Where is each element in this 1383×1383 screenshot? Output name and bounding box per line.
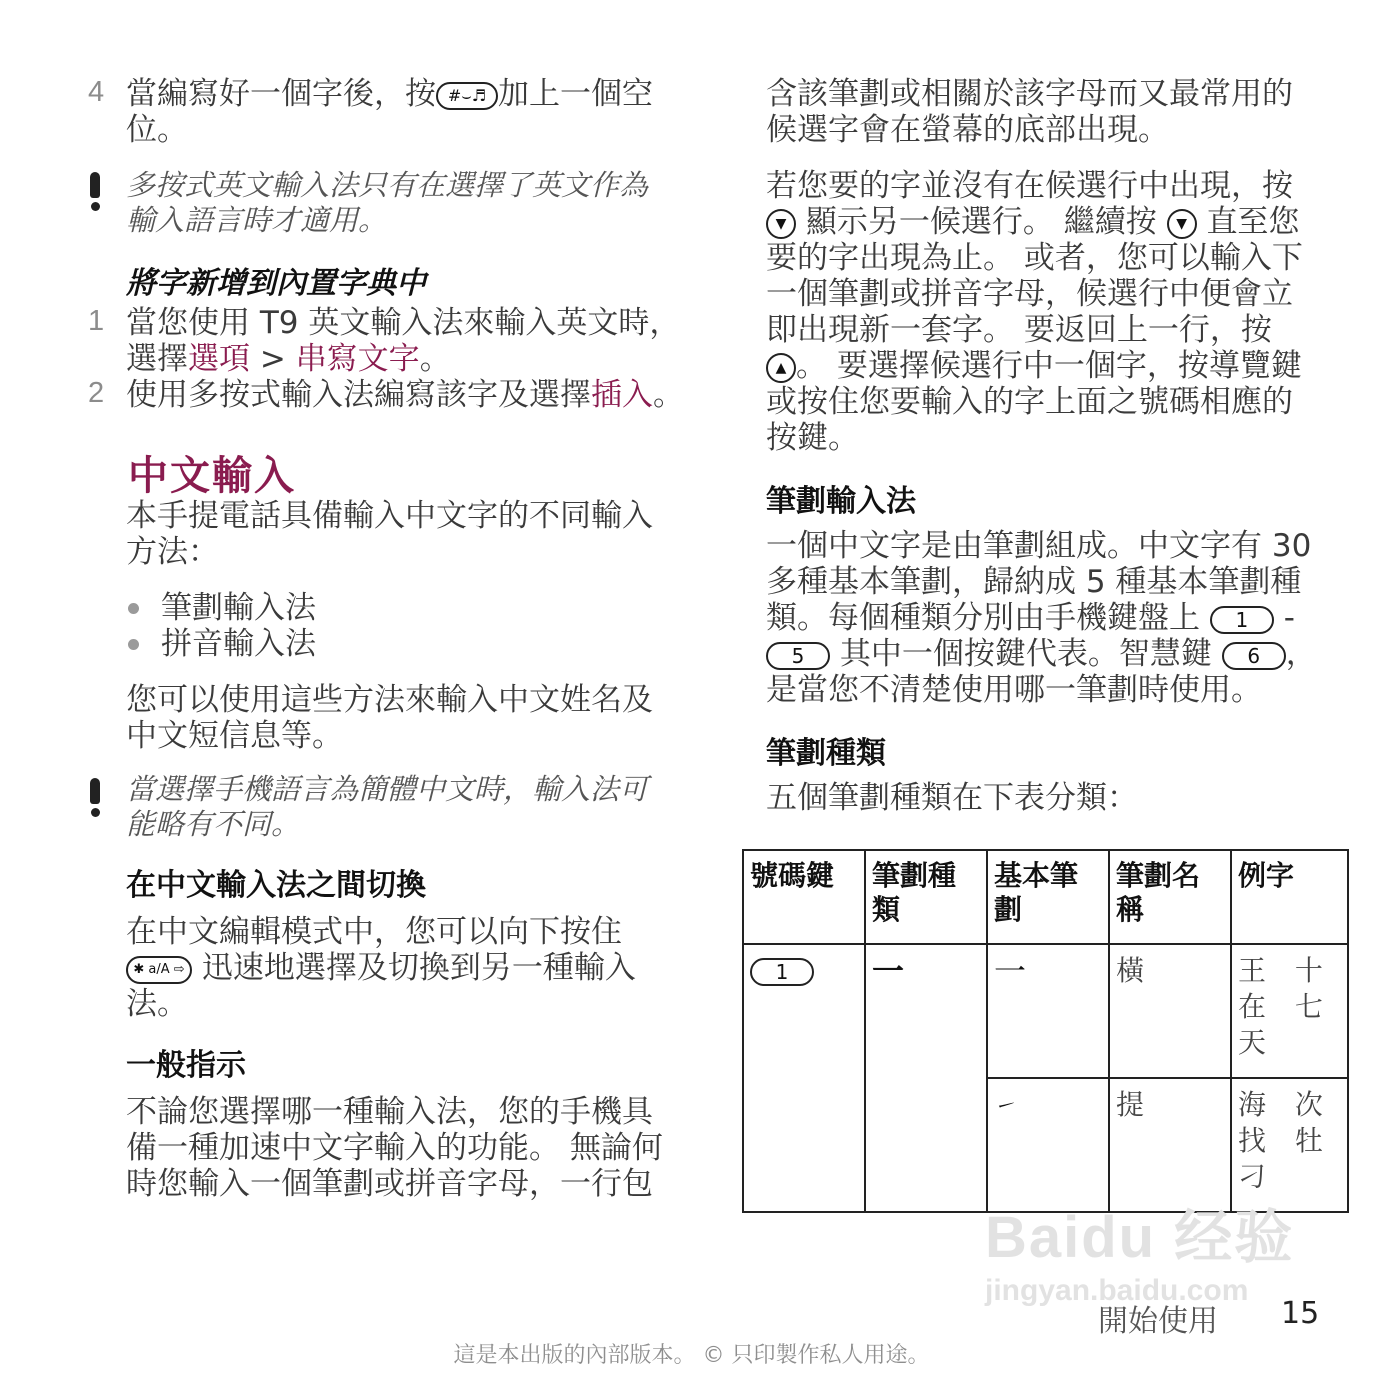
example-chars: 在 七	[1238, 990, 1333, 1023]
paragraph-line: 直至您	[1206, 204, 1300, 240]
key-5-icon: 5	[766, 642, 830, 670]
paragraph-line: 要的字出現為止。 或者，您可以輸入下	[766, 240, 1303, 276]
stroke-paragraph	[766, 528, 1346, 708]
options-link[interactable]: 選項	[188, 341, 250, 377]
list-item-label: 筆劃輸入法	[161, 590, 316, 626]
example-chars: 找 牡	[1238, 1124, 1333, 1157]
key-cell	[743, 944, 865, 1212]
stroke-glyph: 一	[872, 952, 905, 990]
paragraph-line: 其中一個按鍵代表。智慧鍵	[839, 636, 1212, 672]
serial-text-link[interactable]: 串寫文字	[295, 341, 420, 377]
page-section: 開始使用	[1098, 1304, 1218, 1339]
intro-paragraph	[126, 498, 696, 570]
step-number: 1	[88, 305, 105, 337]
bullet-icon	[128, 639, 139, 650]
paragraph-line: 一個筆劃或拼音字母，候選行中便會立	[766, 276, 1293, 312]
paragraph-line: 您可以使用這些方法來輸入中文姓名及	[126, 682, 653, 718]
baidu-watermark	[985, 1190, 1294, 1308]
list-item-label: 拼音輸入法	[161, 626, 316, 662]
nav-down-icon: ▼	[1167, 209, 1197, 239]
paragraph-line: 多種基本筆劃，歸納成 5 種基本筆劃種	[766, 564, 1302, 600]
table-header: 號碼鍵	[743, 850, 865, 944]
stroke-glyph: ㇀	[994, 1092, 1018, 1120]
table-header: 基本筆劃	[987, 850, 1109, 944]
general-paragraph	[126, 1094, 706, 1202]
note-text: 輸入語言時才適用。	[126, 203, 388, 237]
warning-icon	[88, 778, 102, 817]
punctuation: ，	[1285, 636, 1317, 672]
note-text: 當選擇手機語言為簡體中文時，輸入法可	[126, 772, 649, 806]
watermark-brand: Baidu 经验	[985, 1205, 1295, 1270]
example-chars: 王 十	[1238, 954, 1333, 987]
note-text: 多按式英文輸入法只有在選擇了英文作為	[126, 168, 649, 202]
example-chars: 刁	[1238, 1160, 1277, 1193]
examples-cell	[1231, 944, 1348, 1078]
paragraph-line: 若您要的字並沒有在候選行中出現，按	[766, 168, 1293, 204]
switch-input-heading: 在中文輸入法之間切換	[126, 868, 426, 903]
paragraph-line: 。 要選擇候選行中一個字，按導覽鍵	[796, 348, 1302, 384]
candidate-paragraph	[766, 168, 1346, 456]
continuation-paragraph	[766, 76, 1346, 148]
step-text: 加上一個空	[498, 76, 653, 112]
paragraph-line: 含該筆劃或相關於該字母而又最常用的	[766, 76, 1293, 112]
step-text: 當編寫好一個字後，按	[126, 76, 436, 112]
hash-key-icon: #⌣♬	[436, 82, 498, 110]
stroke-cell	[987, 944, 1109, 1078]
warning-icon	[88, 172, 102, 211]
nav-up-icon: ▲	[766, 353, 796, 383]
watermark-url: jingyan.baidu.com	[985, 1274, 1249, 1307]
paragraph-line: 不論您選擇哪一種輸入法，您的手機具	[126, 1094, 653, 1130]
paragraph-line: 中文短信息等。	[126, 718, 343, 754]
insert-link[interactable]: 插入	[591, 377, 653, 413]
general-heading: 一般指示	[126, 1048, 246, 1083]
category-cell	[865, 944, 987, 1212]
paragraph-line: 法。	[126, 986, 188, 1022]
key-6-icon: 6	[1222, 642, 1286, 670]
stroke-table	[742, 849, 1349, 1213]
nav-down-icon: ▼	[766, 209, 796, 239]
stroke-types-intro: 五個筆劃種類在下表分類：	[766, 780, 1138, 816]
step-number: 4	[88, 76, 105, 108]
table-header-row	[743, 850, 1348, 944]
paragraph-line: 方法：	[126, 534, 219, 570]
paragraph-line: 備一種加速中文字輸入的功能。 無論何	[126, 1130, 663, 1166]
key-1-icon: 1	[750, 958, 814, 986]
list-item	[128, 590, 316, 626]
section-title: 中文輸入	[128, 453, 296, 499]
paragraph-line: 一個中文字是由筆劃組成。中文字有 30	[766, 528, 1312, 564]
paragraph-line: 類。每個種類分別由手機鍵盤上	[766, 600, 1200, 636]
paragraph-line: 按鍵。	[766, 420, 859, 456]
paragraph-line: 候選字會在螢幕的底部出現。	[766, 112, 1169, 148]
step-text: 。	[419, 341, 451, 377]
step-text: 使用多按式輸入法編寫該字及選擇	[126, 377, 591, 413]
range-dash: -	[1283, 600, 1295, 636]
stroke-types-heading: 筆劃種類	[766, 736, 886, 771]
note-text: 能略有不同。	[126, 807, 301, 841]
stroke-name-cell: 橫	[1109, 944, 1231, 1078]
table-header: 筆劃名稱	[1109, 850, 1231, 944]
step-text: 選擇	[126, 341, 188, 377]
example-chars: 天	[1238, 1026, 1277, 1059]
paragraph-line: 本手提電話具備輸入中文字的不同輸入	[126, 498, 653, 534]
paragraph-line: 即出現新一套字。 要返回上一行，按	[766, 312, 1272, 348]
stroke-name-cell: 提	[1109, 1078, 1231, 1212]
stroke-input-heading: 筆劃輸入法	[766, 484, 916, 519]
input-method-list	[128, 590, 316, 662]
star-key-icon: ✱ a/A ⇨	[126, 956, 192, 984]
usage-paragraph	[126, 682, 696, 754]
stroke-glyph: 一	[994, 952, 1027, 990]
add-to-dictionary-heading: 將字新增到內置字典中	[126, 266, 426, 301]
example-chars: 海 次	[1238, 1088, 1333, 1121]
paragraph-line: 是當您不清楚使用哪一筆劃時使用。	[766, 672, 1262, 708]
key-1-icon: 1	[1210, 606, 1274, 634]
bullet-icon	[128, 603, 139, 614]
switch-paragraph	[126, 914, 696, 1022]
footer-note: 這是本出版的內部版本。 © 只印製作私人用途。	[453, 1343, 930, 1368]
menu-separator: >	[250, 341, 296, 377]
paragraph-line: 在中文編輯模式中，您可以向下按住	[126, 914, 622, 950]
paragraph-line: 顯示另一候選行。 繼續按	[805, 204, 1157, 240]
list-item	[128, 626, 316, 662]
paragraph-line: 或按住您要輸入的字上面之號碼相應的	[766, 384, 1293, 420]
page-number: 15	[1281, 1296, 1320, 1331]
paragraph-line: 迅速地選擇及切換到另一種輸入	[201, 950, 636, 986]
table-header: 筆劃種類	[865, 850, 987, 944]
paragraph-line: 時您輸入一個筆劃或拼音字母，一行包	[126, 1166, 653, 1202]
step-number: 2	[88, 377, 105, 409]
table-row	[743, 944, 1348, 1078]
step-text: 。	[653, 377, 684, 413]
step-text: 當您使用 T9 英文輸入法來輸入英文時，	[126, 305, 681, 341]
table-header: 例字	[1231, 850, 1348, 944]
step-text: 位。	[126, 112, 188, 148]
